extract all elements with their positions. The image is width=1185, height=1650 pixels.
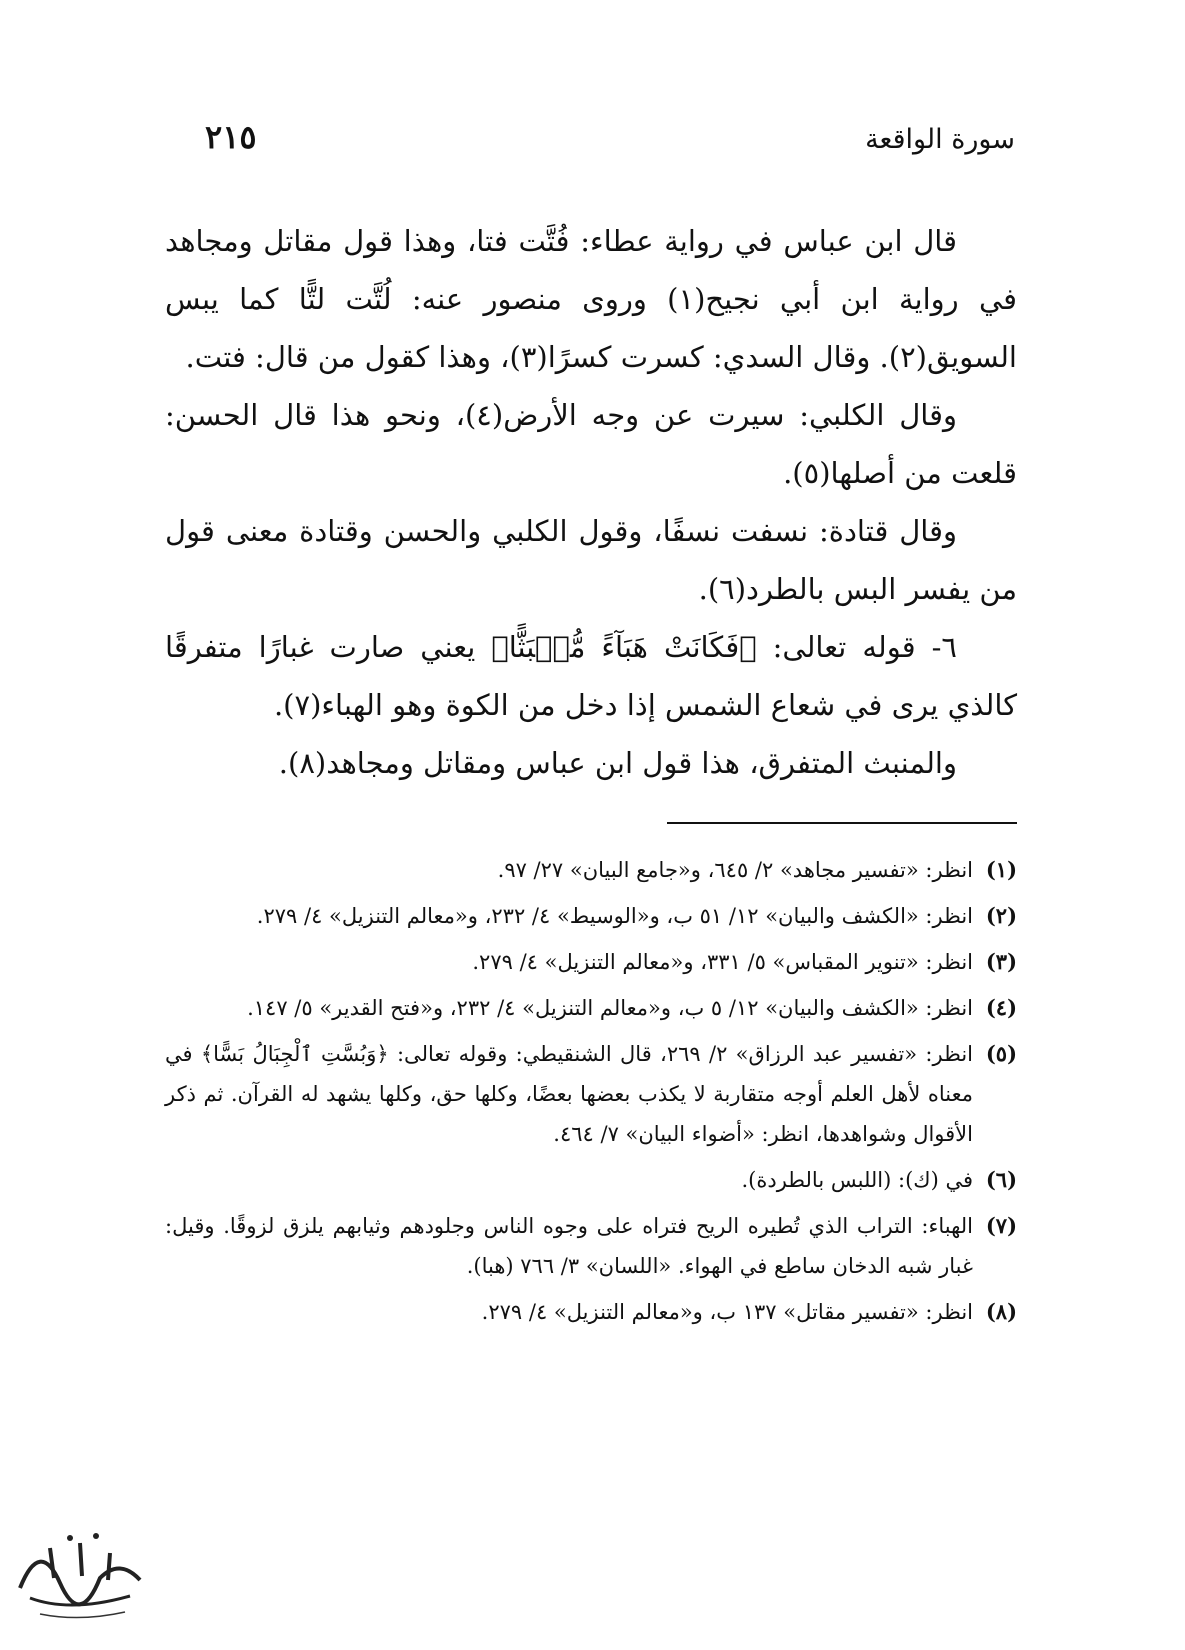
footnote	[165, 896, 1017, 936]
footnote-number: (٧)	[985, 1213, 1017, 1238]
footnote-number: (٤)	[985, 995, 1017, 1020]
footnote-separator	[667, 822, 1017, 824]
footnote	[165, 1292, 1017, 1332]
main-text	[165, 212, 1017, 792]
footnote-text: انظر: «تفسير عبد الرزاق» ٢/ ٢٦٩، قال الشنقيطي: وقوله تعالى: ﴿وَبُسَّتِ ٱلْجِبَالُ بَسًّا﴾ في معناه لأهل العلم أوجه متقاربة لا يكذب بعضها بعضًا، وكلها حق، وكلها يشهد له القرآن. ثم ذكر الأقوال وشواهدها، انظر: «أضواء البيان» ٧/ ٤٦٤.	[165, 1042, 973, 1146]
footnote-number: (٦)	[985, 1167, 1017, 1192]
footnote	[165, 1034, 1017, 1154]
paragraph: قال ابن عباس في رواية عطاء: فُتَّت فتا، وهذا قول مقاتل ومجاهد في رواية ابن أبي نجيح(١) وروى منصور عنه: لُتَّت لتًّا كما يبس السويق(٢). وقال السدي: كسرت كسرًا(٣)، وهذا كقول من قال: فتت.	[165, 224, 1017, 374]
footnote-text: انظر: «الكشف والبيان» ١٢/ ٥ ب، و«معالم التنزيل» ٤/ ٢٣٢، و«فتح القدير» ٥/ ١٤٧.	[247, 996, 973, 1020]
page-header	[205, 118, 1015, 156]
paragraph: وقال الكلبي: سيرت عن وجه الأرض(٤)، ونحو هذا قال الحسن: قلعت من أصلها(٥).	[165, 398, 1017, 490]
paragraph: ٦- قوله تعالى: ﴿فَكَانَتْ هَبَآءً مُّنۢبَثًّا﴾ يعني صارت غبارًا متفرقًا كالذي يرى في شعاع الشمس إذا دخل من الكوة وهو الهباء(٧).	[165, 630, 1017, 722]
footnote	[165, 1206, 1017, 1286]
footnote-text: في (ك): (اللبس بالطردة).	[741, 1168, 973, 1192]
footnote-text: الهباء: التراب الذي تُطيره الريح فتراه على وجوه الناس وجلودهم وثيابهم يلزق لزوقًا. وقيل: غبار شبه الدخان ساطع في الهواء. «اللسان» ٣/ ٧٦٦ (هبا).	[165, 1214, 973, 1278]
footnote	[165, 1160, 1017, 1200]
footnote-number: (١)	[985, 857, 1017, 882]
footnote-text: انظر: «الكشف والبيان» ١٢/ ٥١ ب، و«الوسيط» ٤/ ٢٣٢، و«معالم التنزيل» ٤/ ٢٧٩.	[256, 904, 973, 928]
footnote-number: (٢)	[985, 903, 1017, 928]
paragraph: والمنبث المتفرق، هذا قول ابن عباس ومقاتل ومجاهد(٨).	[278, 746, 957, 780]
library-logo-icon	[10, 1518, 150, 1628]
footnote-text: انظر: «تنوير المقباس» ٥/ ٣٣١، و«معالم التنزيل» ٤/ ٢٧٩.	[472, 950, 973, 974]
footnote-number: (٥)	[985, 1041, 1017, 1066]
footnote-number: (٨)	[985, 1299, 1017, 1324]
surah-title: سورة الواقعة	[865, 124, 1015, 155]
footnote	[165, 942, 1017, 982]
footnotes	[165, 850, 1017, 1338]
footnote-text: انظر: «تفسير مقاتل» ١٣٧ ب، و«معالم التنزيل» ٤/ ٢٧٩.	[481, 1300, 973, 1324]
paragraph: وقال قتادة: نسفت نسفًا، وقول الكلبي والحسن وقتادة معنى قول من يفسر البس بالطرد(٦).	[165, 514, 1017, 606]
footnote-number: (٣)	[985, 949, 1017, 974]
footnote	[165, 850, 1017, 890]
footnote	[165, 988, 1017, 1028]
footnote-text: انظر: «تفسير مجاهد» ٢/ ٦٤٥، و«جامع البيان» ٢٧/ ٩٧.	[497, 858, 973, 882]
page-number: ٢١٥	[205, 118, 257, 156]
